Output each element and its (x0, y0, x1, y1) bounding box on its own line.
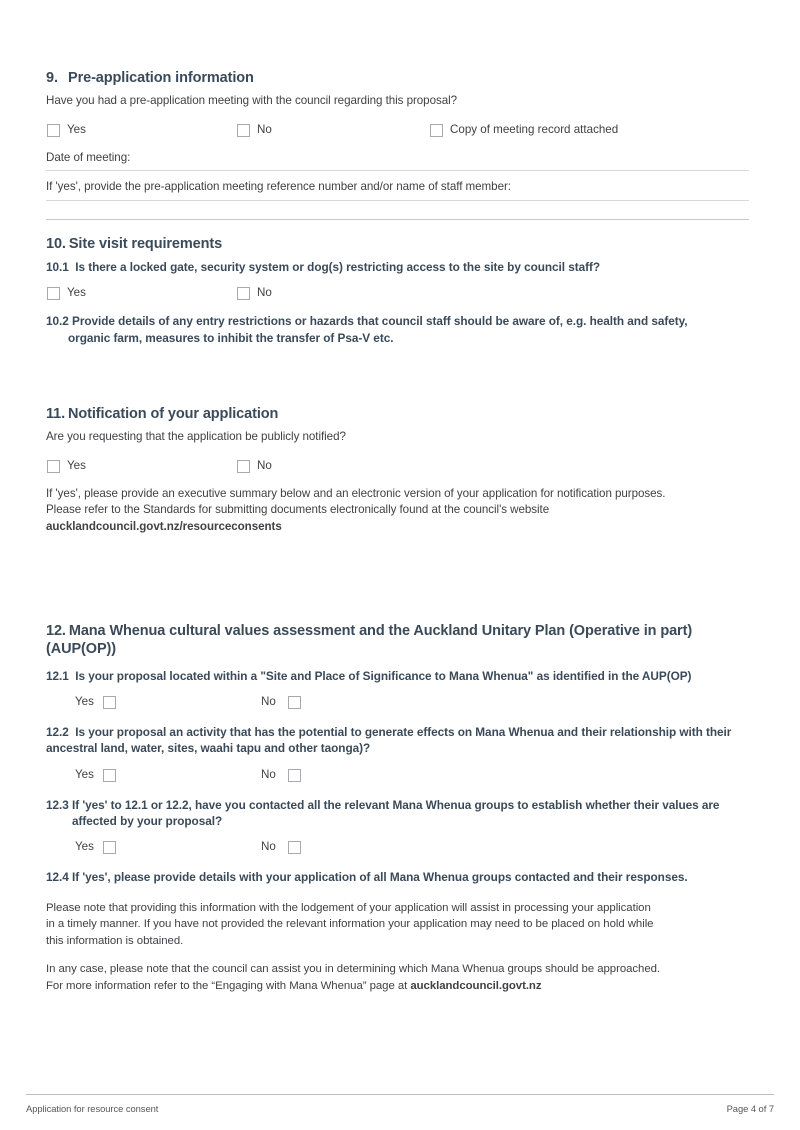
section-12-note-1-line-1: Please note that providing this information with the lodgement of your application will assist in processing your application (46, 901, 651, 914)
section-9-divider (46, 219, 749, 220)
section-12-title: Mana Whenua cultural values assessment and the Auckland Unitary Plan (Operative in part) (AUP(OP)) (46, 623, 693, 657)
section-9-checkbox-row (46, 122, 749, 140)
section-12-note-2-line-2-plain: For more information refer to the “Engaging with Mana Whenua” page at (46, 979, 411, 992)
section-12-3-yes-checkbox[interactable] (103, 841, 116, 854)
section-10-heading (46, 236, 749, 253)
section-11-no-label: No (257, 458, 272, 472)
section-12-heading (46, 623, 749, 658)
section-9-yes-label: Yes (67, 122, 86, 136)
section-12-question-1-text: Is your proposal located within a "Site and Place of Significance to Mana Whenua" as identified in the AUP(OP) (75, 668, 692, 683)
section-9-no-checkbox[interactable] (237, 124, 250, 137)
section-9-number: 9. (46, 70, 58, 86)
section-11-title: Notification of your application (68, 405, 279, 422)
section-10-no-checkbox[interactable] (237, 287, 250, 300)
section-11-heading (46, 406, 749, 423)
section-12-question-2-number: 12.2 (46, 725, 69, 740)
section-12-website-link[interactable]: aucklandcouncil.govt.nz (410, 979, 542, 992)
section-12-question-3-number: 12.3 (46, 797, 69, 812)
footer-divider (26, 1094, 774, 1095)
section-12-3-checkbox-row (46, 839, 749, 857)
section-12 (46, 623, 749, 994)
section-12-question-1 (46, 668, 749, 684)
section-12-3-yes-label: Yes (75, 840, 94, 854)
section-9-question: Have you had a pre-application meeting with the council regarding this proposal? (46, 94, 458, 108)
section-12-question-2-line-2: ancestral land, water, sites, waahi tapu and other taonga)? (46, 741, 371, 756)
section-10-question-1-text: Is there a locked gate, security system or dog(s) restricting access to the site by council staff? (75, 260, 601, 275)
section-10-number: 10. (46, 235, 66, 252)
section-10-question-1-number: 10.1 (46, 260, 69, 275)
section-10-question-1 (46, 259, 749, 275)
section-10-no-label: No (257, 286, 272, 300)
section-9-title: Pre-application information (68, 70, 254, 86)
section-12-3-no-checkbox[interactable] (288, 841, 301, 854)
section-12-3-no-label: No (261, 840, 276, 854)
section-12-question-4 (46, 869, 749, 885)
section-11 (46, 406, 749, 535)
section-9-copy-attached-label: Copy of meeting record attached (450, 122, 619, 136)
section-9-reference-label: If 'yes', provide the pre-application meeting reference number and/or name of staff member: (46, 180, 511, 194)
section-11-yes-checkbox[interactable] (47, 460, 60, 473)
section-9-date-of-meeting-label: Date of meeting: (46, 150, 131, 164)
section-12-1-yes-label: Yes (75, 695, 94, 709)
section-9 (46, 70, 749, 220)
section-12-note-2-line-1: In any case, please note that the council can assist you in determining which Mana Whenua groups should be approached. (46, 963, 661, 976)
section-12-2-checkbox-row (46, 767, 749, 785)
section-10-question-2-number: 10.2 (46, 314, 69, 329)
section-12-note-1-line-3: this information is obtained. (46, 934, 184, 947)
section-11-website-link[interactable]: aucklandcouncil.govt.nz/resourceconsents (46, 519, 282, 533)
section-12-1-no-checkbox[interactable] (288, 696, 301, 709)
section-12-question-4-number: 12.4 (46, 870, 69, 885)
section-12-question-2 (46, 724, 749, 757)
section-10-title: Site visit requirements (68, 235, 223, 252)
section-11-no-checkbox[interactable] (237, 460, 250, 473)
section-9-copy-attached-checkbox[interactable] (430, 124, 443, 137)
section-11-checkbox-row (46, 458, 749, 476)
section-12-question-3-line-1: If 'yes' to 12.1 or 12.2, have you contacted all the relevant Mana Whenua groups to establish whether their values are (72, 797, 720, 812)
section-12-note-2 (46, 961, 749, 994)
section-9-yes-checkbox[interactable] (47, 124, 60, 137)
section-12-question-3-line-2: affected by your proposal? (72, 813, 223, 828)
section-12-number: 12. (46, 623, 66, 640)
section-12-2-yes-checkbox[interactable] (103, 769, 116, 782)
section-12-2-yes-label: Yes (75, 767, 94, 781)
section-9-date-of-meeting-field[interactable] (46, 170, 749, 171)
footer-page-number: Page 4 of 7 (726, 1103, 774, 1114)
section-10-yes-label: Yes (67, 286, 86, 300)
section-10 (46, 236, 749, 346)
section-12-note-1-line-2: in a timely manner. If you have not provided the relevant information your application may need to be placed on hold while (46, 918, 654, 931)
section-9-no-label: No (257, 122, 272, 136)
section-12-question-2-line-1: Is your proposal an activity that has the potential to generate effects on Mana Whenua and their relationship with their (75, 725, 732, 740)
section-9-heading (46, 70, 749, 87)
section-12-question-4-text: If 'yes', please provide details with your application of all Mana Whenua groups contacted and their responses. (72, 870, 688, 885)
section-12-question-1-number: 12.1 (46, 668, 69, 683)
section-12-1-no-label: No (261, 695, 276, 709)
section-10-yes-checkbox[interactable] (47, 287, 60, 300)
section-12-1-checkbox-row (46, 694, 749, 712)
section-12-note-1 (46, 900, 749, 950)
section-11-note (46, 486, 749, 535)
page-content (46, 70, 749, 994)
section-10-question-2-line-2: organic farm, measures to inhibit the transfer of Psa-V etc. (68, 330, 394, 345)
section-10-question-2 (46, 313, 749, 346)
section-9-reference-field[interactable] (46, 200, 749, 201)
section-10-checkbox-row (46, 285, 749, 303)
section-10-question-2-line-1: Provide details of any entry restrictions or hazards that council staff should be aware of, e.g. health and safety, (72, 314, 688, 329)
section-11-note-line-1: If 'yes', please provide an executive summary below and an electronic version of your application for notification purposes. (46, 486, 666, 500)
section-12-2-no-checkbox[interactable] (288, 769, 301, 782)
section-11-number: 11. (46, 405, 66, 422)
footer-document-title: Application for resource consent (26, 1103, 159, 1114)
section-12-1-yes-checkbox[interactable] (103, 696, 116, 709)
section-11-note-line-2-plain: Please refer to the Standards for submitting documents electronically found at the council's website (46, 503, 550, 517)
section-12-question-3 (46, 797, 749, 830)
section-12-2-no-label: No (261, 767, 276, 781)
section-11-question: Are you requesting that the application be publicly notified? (46, 430, 346, 444)
section-11-yes-label: Yes (67, 458, 86, 472)
